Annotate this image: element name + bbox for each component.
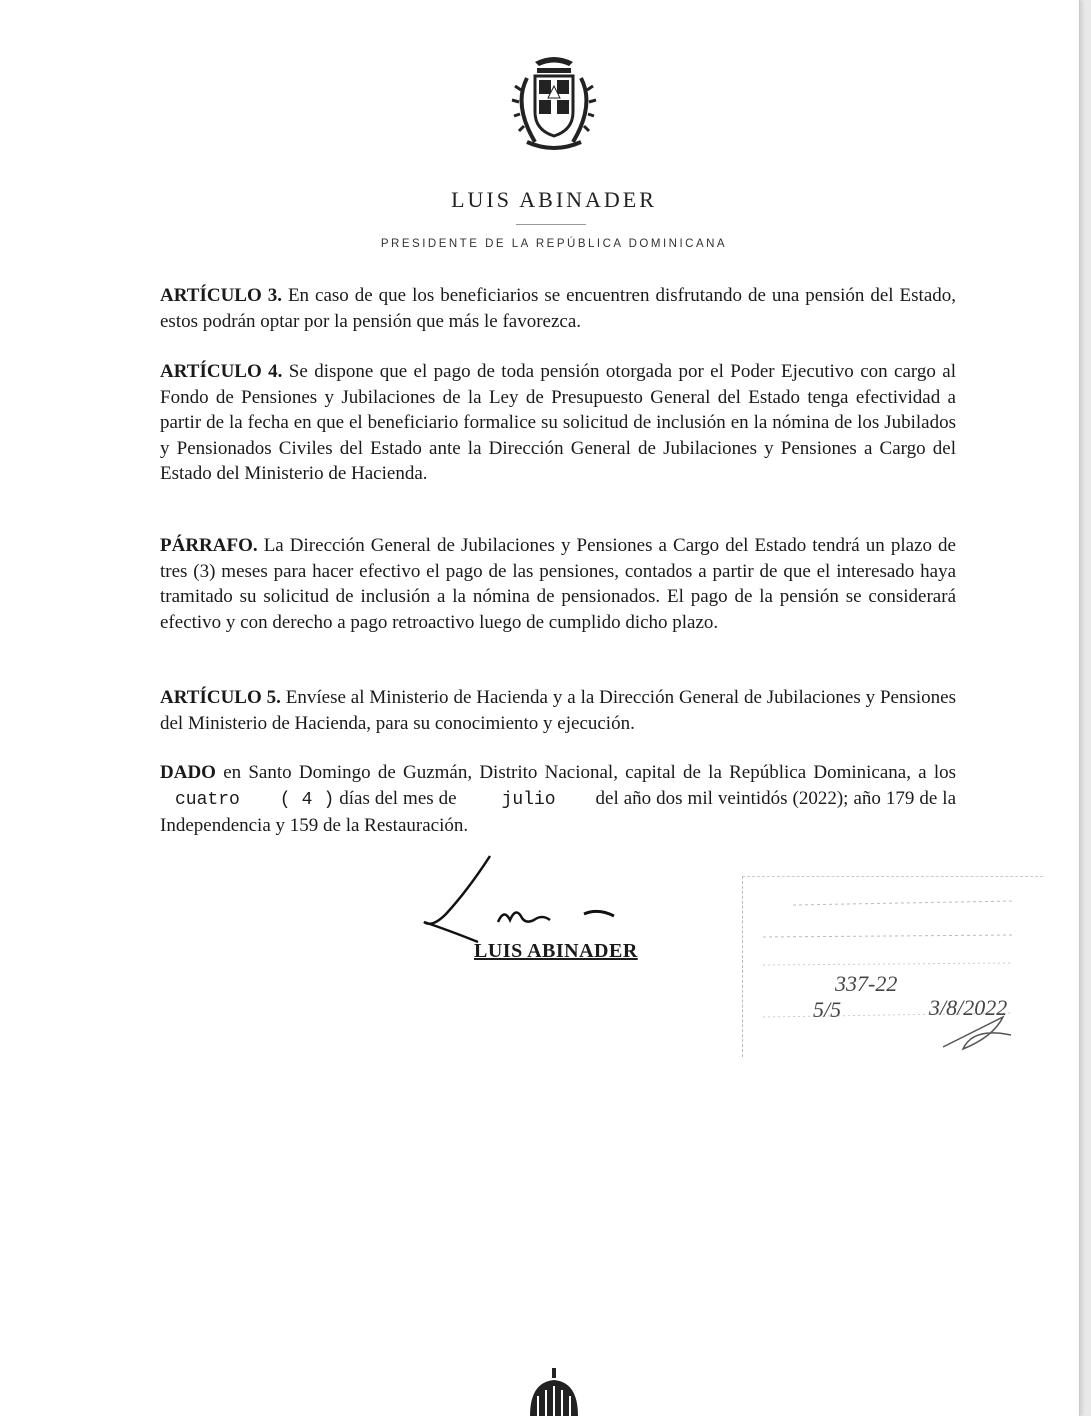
stamp-marks-icon (743, 877, 1043, 1057)
article-5-label: ARTÍCULO 5. (160, 687, 281, 708)
header-title: PRESIDENTE DE LA REPÚBLICA DOMINICANA (380, 238, 728, 250)
dado-text-2: días del mes de (339, 787, 457, 809)
dado-day-word: cuatro (174, 789, 240, 810)
article-5 (160, 685, 956, 736)
dado-label: DADO (160, 762, 216, 783)
stamp-date: 3/8/2022 (929, 995, 1008, 1020)
stamp-number: 337-22 (835, 971, 898, 996)
article-3-label: ARTÍCULO 3. (160, 285, 282, 306)
dado-day-number: ( 4 ) (279, 789, 335, 810)
article-5-text: Envíese al Ministerio de Hacienda y a la Dirección General de Jubilaciones y Pensiones del Ministerio de Hacienda, para su conocimiento y ejecución. (160, 687, 956, 734)
dado-text-1: en Santo Domingo de Guzmán, Distrito Nacional, capital de la República Dominicana, a los (223, 762, 957, 783)
parrafo (160, 533, 956, 635)
article-4 (160, 359, 956, 487)
coat-of-arms-icon (505, 50, 603, 162)
dado-text-3: del año dos mil veintidós (2022); año 179 de la Independencia y 159 de la Restauración. (160, 787, 957, 836)
article-3 (160, 283, 956, 334)
signature-name: LUIS ABINADER (474, 940, 638, 962)
dado-month: julio (501, 789, 556, 810)
article-4-text: Se dispone que el pago de toda pensión otorgada por el Poder Ejecutivo con cargo al Fondo de Pensiones y Jubilaciones de la Ley de Presupuesto General del Estado tenga efectividad a partir de la fecha en que el beneficiario formalice su solicitud de inclusión en la nómina de los Jubilados y Pensionados Civiles del Estado ante la Dirección General de Jubilaciones y Pensiones a Cargo del Estado del Ministerio de Hacienda. (160, 361, 957, 484)
footer-emblem-icon (526, 1368, 582, 1416)
reception-stamp (742, 876, 1043, 1057)
stamp-pages: 5/5 (813, 997, 842, 1022)
signature-icon (418, 850, 628, 950)
article-4-label: ARTÍCULO 4. (160, 361, 283, 382)
header-divider (516, 224, 586, 225)
header-name: LUIS ABINADER (451, 187, 657, 212)
parrafo-label: PÁRRAFO. (160, 535, 258, 556)
article-3-text: En caso de que los beneficiarios se encuentren disfrutando de una pensión del Estado, estos podrán optar por la pensión que más le favorezca. (160, 285, 957, 332)
dado-paragraph (160, 760, 956, 839)
parrafo-text: La Dirección General de Jubilaciones y Pensiones a Cargo del Estado tendrá un plazo de tres (3) meses para hacer efectivo el pago de las pensiones, contados a partir de que el interesado haya tramitado su solicitud de inclusión a la nómina de pensionados. El pago de la pensión se considerará efectivo y con derecho a pago retroactivo luego de cumplido dicho plazo. (160, 535, 956, 633)
